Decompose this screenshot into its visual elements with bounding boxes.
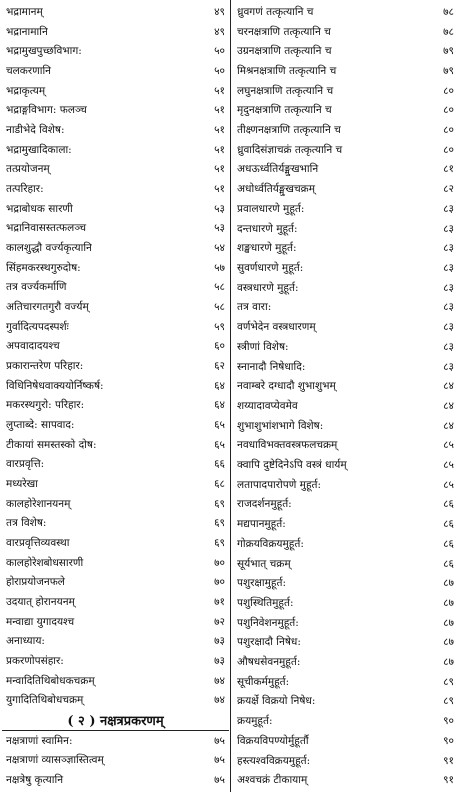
entry-page-number: ५३ [214,202,225,215]
entry-page-number: ८० [443,143,454,156]
entry-title: भद्राङ्गविभाग: फलञ्च [6,104,87,117]
entry-title: विधिनिषेधवाक्ययोर्निष्कर्ष: [6,379,104,392]
entry-page-number: ५७ [214,261,225,274]
entry-page-number: ८० [443,104,454,117]
entry-title: मिश्रनक्षत्राणि तत्कृत्यानि च [237,64,337,77]
entry-title: भद्राकृत्यम् [6,84,46,97]
entry-title: भद्रामुखादिकाला: [6,143,72,156]
toc-entry [2,513,229,533]
entry-title: पशुनिवेशनमुहूर्त: [237,616,299,629]
toc-entry [233,2,458,22]
entry-page-number: ५१ [214,84,225,97]
toc-entry [2,317,229,337]
entry-title: नवधाविभक्तवस्त्रफलचक्रम् [237,439,338,452]
entry-title: अधऊर्ध्वतिर्यङ्मुखभानि [237,163,319,176]
entry-title: होराप्रयोजनफले [6,576,65,589]
entry-title: हस्त्यश्वविक्रयमुहूर्त: [237,754,311,767]
toc-entry [233,475,458,495]
entry-title: स्त्रीणां विशेष: [237,340,289,353]
entry-page-number: ७५ [214,774,225,787]
entry-page-number: ५३ [214,222,225,235]
entry-title: उदयात् होरानयनम् [6,595,75,608]
entry-title: भद्राबोधक सारणी [6,202,73,215]
toc-entry [233,751,458,771]
entry-page-number: ७३ [214,655,225,667]
column-divider [230,0,231,792]
toc-entry [233,534,458,554]
toc-entry [2,238,229,258]
entry-page-number: ८३ [443,301,454,314]
toc-entry [2,356,229,376]
toc-entry [233,652,458,672]
entry-title: युगादितिथिबोधचक्रम् [6,694,84,707]
toc-entry [2,159,229,179]
toc-entry [233,101,458,121]
entry-title: विक्रयविपण्योर्मुहूर्तौ [237,734,309,747]
toc-entry [233,22,458,42]
entry-title: तत्र वारा: [237,301,272,314]
entry-page-number: ५० [214,45,225,58]
entry-title: स्नानादौ निषेधादि: [237,360,306,373]
toc-entry [233,258,458,278]
entry-title: तत्परिहार: [6,182,44,195]
entry-page-number: ५४ [214,241,225,254]
entry-title: कालशुद्धौ वर्ज्यकृत्यानि [6,241,92,254]
entry-title: भद्रामुखपुच्छविभाग: [6,45,82,58]
entry-title: क्वापि दुष्टेदिनेऽपि वस्त्रं धार्यम् [237,459,347,472]
toc-entry [233,298,458,318]
toc-entry [2,415,229,435]
entry-page-number: ८३ [443,340,454,353]
entry-page-number: ४९ [214,25,225,38]
entry-page-number: ८५ [443,478,454,491]
toc-entry [2,258,229,278]
toc-entry [233,495,458,515]
entry-page-number: ५८ [214,300,225,313]
toc-entry [233,554,458,574]
entry-title: मृदुनक्षत्राणि तत्कृत्यानि च [237,104,332,117]
entry-title: तत्प्रयोजनम् [6,163,50,176]
entry-title: ध्रुवगणं तत्कृत्यानि च [237,5,314,18]
section-heading: ( २ ) नक्षत्रप्रकरणम् [2,710,229,731]
toc-entry [233,337,458,357]
toc-entry [2,474,229,494]
entry-page-number: ६४ [214,399,225,412]
toc-entry [2,120,229,140]
toc-entry [233,41,458,61]
entry-title: चलकरणानि [6,64,52,77]
entry-page-number: ७८ [443,5,454,18]
entry-title: अधोर्ध्वतिर्यङ्मुखचक्रम् [237,183,316,196]
toc-entry [233,455,458,475]
entry-page-number: ५१ [214,163,225,176]
entry-page-number: ८९ [443,675,454,688]
entry-title: नक्षत्राणां व्यासञ्ज्ञास्तित्वम् [6,754,104,767]
toc-entry [2,592,229,612]
entry-page-number: ७८ [443,25,454,38]
toc-entry [2,612,229,632]
entry-title: अतिचारगतगुरौ वर्ज्यम् [6,300,89,313]
toc-entry [233,219,458,239]
entry-title: मन्वादितिथिबोधकचक्रम् [6,674,95,687]
entry-title: शय्यादावप्येवमेव [237,399,298,412]
entry-title: सिंहमकरस्थगुरुदोष: [6,261,81,274]
entry-page-number: ८३ [443,242,454,255]
entry-page-number: ७२ [214,615,225,628]
toc-entry [233,633,458,653]
entry-title: नाडीभेदे विशेष: [6,123,65,136]
toc-entry [2,731,229,751]
toc-entry [233,396,458,416]
entry-title: मन्वाद्या युगादयश्च [6,615,75,628]
entry-title: अनाध्याय: [6,635,45,648]
entry-title: नवाम्बरे दग्धादौ शुभाशुभम् [237,380,336,393]
entry-title: भद्रानामानि [6,25,48,38]
toc-entry [2,632,229,652]
toc-entry [233,435,458,455]
toc-entry [233,317,458,337]
toc-entry [233,376,458,396]
entry-page-number: ८० [443,124,454,137]
entry-page-number: ५१ [214,143,225,156]
toc-entry [233,160,458,180]
entry-title: लघुनक्षत्राणि तत्कृत्यानि च [237,84,334,97]
entry-page-number: ८७ [443,636,454,649]
entry-page-number: ९० [443,715,454,728]
entry-page-number: ५८ [214,281,225,294]
entry-title: पशुरक्षादौ निषेध: [237,636,301,649]
entry-page-number: ५९ [214,320,225,333]
entry-page-number: ८१ [443,163,454,176]
entry-title: गोक्रयविक्रयमुहूर्त: [237,537,304,550]
toc-entry [2,199,229,219]
entry-page-number: ८६ [443,557,454,570]
entry-title: मद्यपानमुहूर्त: [237,518,286,531]
entry-title: प्रकरणोपसंहार: [6,655,64,667]
entry-title: गुर्वादित्यपदस्पर्शः [6,320,69,333]
entry-title: टीकायां समस्तस्को दोष: [6,438,97,451]
entry-page-number: ९१ [443,774,454,787]
entry-page-number: ७३ [214,635,225,648]
entry-page-number: ६८ [214,477,225,490]
entry-page-number: ५० [214,64,225,77]
toc-entry [233,613,458,633]
entry-title: पशुरक्षामुहूर्त: [237,577,287,590]
entry-page-number: ७४ [214,674,225,687]
toc-entry [2,277,229,297]
entry-page-number: ६९ [214,517,225,530]
entry-title: अपवादादयश्च [6,340,60,353]
toc-entry [2,435,229,455]
toc-entry [2,651,229,671]
toc-entry [233,514,458,534]
entry-title: कालहोरेशबोधसारणी [6,556,84,569]
toc-entry [2,751,229,771]
entry-title: उग्रनक्षत्राणि तत्कृत्यानि च [237,45,332,58]
entry-title: तत्र विशेष: [6,517,47,530]
entry-page-number: ६९ [214,536,225,549]
toc-entry [233,711,458,731]
toc-entry [2,140,229,160]
toc-entry [2,494,229,514]
entry-page-number: ६५ [214,418,225,431]
toc-entry [233,573,458,593]
toc-entry [233,179,458,199]
entry-page-number: ७० [214,576,225,589]
toc-entry [233,731,458,751]
entry-title: वस्त्रधारणे मुहूर्त: [237,281,299,294]
entry-title: अश्वचक्रं टीकायाम् [237,774,308,787]
entry-page-number: ८९ [443,695,454,708]
toc-entry [233,770,458,790]
entry-page-number: ७४ [214,694,225,707]
entry-page-number: ९० [443,734,454,747]
entry-title: तीक्ष्णनक्षत्राणि तत्कृत्यानि च [237,124,341,137]
entry-page-number: ८७ [443,616,454,629]
entry-title: कालहोरेशानयनम् [6,497,71,510]
toc-entry [2,81,229,101]
toc-entry [2,218,229,238]
entry-page-number: ८२ [443,183,454,196]
entry-title: शङ्खधारणे मुहूर्त: [237,242,297,255]
toc-entry [233,357,458,377]
entry-title: प्रकारान्तरेण परिहार: [6,359,84,372]
toc-entry [2,572,229,592]
toc-entry [2,376,229,396]
toc-entry [2,22,229,42]
entry-page-number: ८० [443,84,454,97]
entry-page-number: ६५ [214,438,225,451]
entry-title: लुप्ताब्दे: सापवाद: [6,418,75,431]
entry-page-number: ८४ [443,419,454,432]
toc-entry [233,416,458,436]
toc-entry [233,672,458,692]
entry-title: भद्रामानम् [6,5,43,18]
toc-entry [2,533,229,553]
toc-entry [2,770,229,790]
toc-entry [2,179,229,199]
entry-title: वर्णभेदेन वस्त्रधारणम् [237,321,316,334]
entry-title: शुभाशुभांशभागे विशेष: [237,419,324,432]
entry-title: नक्षत्रेषु कृत्यानि [6,774,64,787]
toc-entry [233,238,458,258]
entry-page-number: ८६ [443,518,454,531]
entry-page-number: ८६ [443,537,454,550]
entry-page-number: ७९ [443,45,454,58]
entry-title: वारप्रवृत्ति: [6,458,45,471]
toc-entry [2,2,229,22]
entry-page-number: ८७ [443,596,454,609]
entry-page-number: ८४ [443,399,454,412]
toc-entry [233,692,458,712]
entry-title: प्रवालधारणे मुहूर्त: [237,202,305,215]
entry-page-number: ५१ [214,182,225,195]
toc-entry [233,593,458,613]
toc-entry [2,41,229,61]
entry-title: क्रयमुहूर्त: [237,715,273,728]
entry-title: सुवर्णधारणे मुहूर्त: [237,261,304,274]
entry-page-number: ८३ [443,222,454,235]
entry-page-number: ५१ [214,104,225,117]
entry-title: दन्तधारणे मुहूर्त: [237,222,298,235]
entry-page-number: ६४ [214,379,225,392]
entry-title: ध्रुवादिसंज्ञाचक्रं तत्कृत्यानि च [237,143,343,156]
entry-title: सूर्यभात् चक्रम् [237,557,291,570]
entry-page-number: ८७ [443,656,454,669]
entry-title: मध्यरेखा [6,477,38,490]
entry-title: चरनक्षत्राणि तत्कृत्यानि च [237,25,331,38]
entry-page-number: ८६ [443,498,454,511]
toc-entry [2,100,229,120]
entry-page-number: ४९ [214,5,225,18]
toc-entry [2,671,229,691]
entry-title: तत्र वर्ज्यकर्माणि [6,281,67,294]
entry-page-number: ८५ [443,439,454,452]
entry-title: मकरस्थगुरो: परिहार: [6,399,85,412]
toc-entry [2,454,229,474]
entry-title: नक्षत्राणां स्वामिन: [6,734,73,747]
entry-page-number: ८३ [443,281,454,294]
entry-page-number: ७१ [214,595,225,608]
entry-page-number: ८३ [443,321,454,334]
entry-page-number: ७९ [443,64,454,77]
entry-page-number: ८४ [443,380,454,393]
entry-title: क्रयर्क्षे विक्रयो निषेध: [237,695,316,708]
entry-page-number: ६६ [214,458,225,471]
entry-title: भद्रानिवासस्तत्फलञ्च [6,222,86,235]
entry-page-number: ८३ [443,261,454,274]
entry-title: औषधसेवनमुहूर्त: [237,656,301,669]
entry-page-number: ७० [214,556,225,569]
toc-entry [233,278,458,298]
toc-entry [2,297,229,317]
toc-entry [2,395,229,415]
entry-page-number: ७५ [214,754,225,767]
entry-page-number: ९१ [443,754,454,767]
toc-entry [233,199,458,219]
toc-entry [2,336,229,356]
entry-page-number: ८३ [443,360,454,373]
toc-entry [2,553,229,573]
entry-title: राजदर्शनमुहूर्त: [237,498,292,511]
entry-title: वारप्रवृत्तिव्यवस्था [6,536,70,549]
entry-page-number: ६९ [214,497,225,510]
entry-page-number: ८५ [443,459,454,472]
entry-page-number: ७५ [214,734,225,747]
toc-entry [233,120,458,140]
entry-page-number: ६० [214,340,225,353]
entry-page-number: ८७ [443,577,454,590]
entry-page-number: ५१ [214,123,225,136]
entry-page-number: ८३ [443,202,454,215]
toc-entry [2,61,229,81]
entry-title: सूचीकर्ममुहूर्त: [237,675,290,688]
right-column [233,2,458,790]
toc-entry [233,61,458,81]
toc-entry [233,81,458,101]
left-column [2,2,229,790]
entry-title: पशुस्थितिमुहूर्त: [237,596,294,609]
entry-page-number: ६२ [214,359,225,372]
toc-entry [233,140,458,160]
entry-title: लतापादपारोपणे मुहूर्त: [237,478,322,491]
toc-entry [2,691,229,711]
